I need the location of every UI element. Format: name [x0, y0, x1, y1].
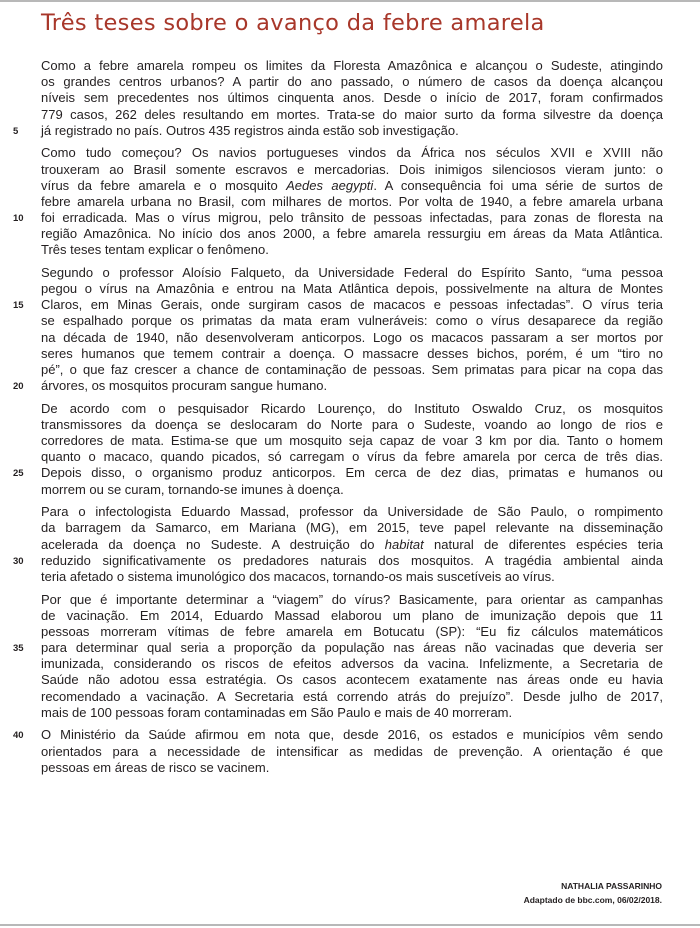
text-line: Como tudo começou? Os navios portugueses vindos da África nos séculos XVII e XVIII não	[41, 145, 663, 161]
text-line: morrem ou se curam, tornando-se imunes à doença.	[41, 481, 344, 497]
text-line: Depois disso, o organismo produz anticorpos. Em cerca de dez dias, primatas e humanos ou	[41, 465, 663, 481]
text-line: seres humanos que temem contrair a doença. O massacre desses bichos, porém, é um “tiro no	[41, 345, 663, 361]
line-number: 40	[13, 730, 24, 742]
text-line: região Amazônica. No início dos anos 2000, a febre amarela ressurgiu em áreas da Mata Atlântica.	[41, 226, 663, 242]
text-line: na década de 1940, não desenvolveram anticorpos. Logo os macacos passaram a ser mortos por	[41, 329, 663, 345]
text-line: teria afetado o sistema imunológico dos macacos, tornando-os mais suscetíveis ao vírus.	[41, 568, 555, 584]
text-line: vírus da febre amarela e o mosquito Aedes aegypti. A consequência foi uma série de surtos de	[41, 177, 663, 193]
line-number: 35	[13, 643, 24, 655]
top-rule	[0, 0, 700, 2]
text-line: os grandes centros urbanos? A partir do ano passado, o número de casos da doença alcançou	[41, 74, 663, 90]
line-number: 20	[13, 381, 24, 392]
text-line: pegou o vírus na Amazônia e entrou na Mata Atlântica depois, possivelmente na altura de Montes	[41, 281, 663, 297]
text-line: de vacinação. Em 2014, Eduardo Massad elaborou um plano de imunização depois que 11	[41, 607, 663, 623]
text-line: reduzido significativamente os predadores naturais dos mosquitos. A tragédia ambiental ainda	[41, 552, 663, 568]
line-number: 30	[13, 555, 24, 567]
line-number: 10	[13, 213, 24, 224]
text-line: Saúde não adotou essa estratégia. Os casos acontecem exatamente nas áreas onde eu havia	[41, 672, 663, 688]
text-line: De acordo com o pesquisador Ricardo Lourenço, do Instituto Oswaldo Cruz, os mosquitos	[41, 400, 663, 416]
text-line: se espalhado porque os primatas da mata eram vulneráveis: como o vírus desaparece da região	[41, 313, 663, 329]
bottom-rule	[0, 924, 700, 926]
text-line: transmissores da doença se deslocaram do Norte para o Sudeste, voando ao longo de rios e	[41, 416, 663, 432]
line-number: 5	[13, 125, 19, 137]
line-number: 15	[13, 300, 24, 312]
text-line: orientados para a necessidade de intensificar as medidas de prevenção. A orientação é que	[41, 743, 663, 759]
text-line: corredores de mata. Estima-se que um mosquito seja capaz de voar 3 km por dia. Tanto o homem	[41, 433, 663, 449]
text-line: acelerada da doença no Sudeste. A destruição do habitat natural de diferentes espécies teria	[41, 536, 663, 552]
text-line: já registrado no país. Outros 435 registros ainda estão sob investigação.	[41, 122, 459, 138]
author-credit: NATHALIA PASSARINHO	[561, 881, 662, 891]
text-line: Claros, em Minas Gerais, onde surgiram casos de macacos e pessoas infectadas”. O vírus teria	[41, 297, 663, 313]
text-line: imunizada, considerando os riscos de efeitos adversos da vacina. Infelizmente, a Secretaria de	[41, 656, 663, 672]
article-title: Três teses sobre o avanço da febre amarela	[41, 10, 545, 36]
text-line: pé”, o que faz crescer a chance de contaminação de pessoas. Sem primatas para picar na copa das	[41, 361, 663, 377]
text-line: Por que é importante determinar a “viagem” do vírus? Basicamente, para orientar as campanhas	[41, 591, 663, 607]
source-credit: Adaptado de bbc.com, 06/02/2018.	[523, 895, 662, 905]
text-line: mais de 100 pessoas foram contaminadas em São Paulo e mais de 40 morreram.	[41, 704, 513, 720]
line-number: 25	[13, 468, 24, 480]
text-line: árvores, os mosquitos procuram sangue humano.	[41, 378, 328, 393]
text-line: Como a febre amarela rompeu os limites da Floresta Amazônica e alcançou o Sudeste, atingindo	[41, 58, 663, 73]
text-line: da barragem da Samarco, em Mariana (MG), em 2015, teve papel relevante na disseminação	[41, 520, 663, 536]
text-line: recomendado a vacinação. A Secretaria está correndo atrás do prejuízo”. Desde julho de 2017,	[41, 688, 663, 704]
text-line: trouxeram ao Brasil somente escravos e mercadorias. Dois inimigos silenciosos vieram junto: o	[41, 161, 663, 177]
text-line: níveis sem precedentes nos últimos cinquenta anos. Desde o início de 2017, foram confirmados	[41, 90, 663, 106]
text-line: Três teses tentam explicar o fenômeno.	[41, 242, 269, 258]
text-line: pessoas morreram vítimas de febre amarela em Botucatu (SP): “Eu fiz cálculos matemáticos	[41, 623, 663, 639]
text-line: Para o infectologista Eduardo Massad, professor da Universidade de São Paulo, o rompimento	[41, 504, 663, 520]
text-line: Segundo o professor Aloísio Falqueto, da Universidade Federal do Espírito Santo, “uma pessoa	[41, 265, 663, 280]
text-line: O Ministério da Saúde afirmou em nota que, desde 2016, os estados e municípios vêm sendo	[41, 727, 663, 743]
text-line: febre amarela urbana no Brasil, com milhares de mortos. Por volta de 1940, a febre amarela urbana	[41, 193, 663, 209]
text-line: 779 casos, 262 deles resultando em mortes. Trata-se do maior surto da forma silvestre da doença	[41, 106, 663, 122]
text-line: quanto o macaco, quando picados, só carregam o vírus da febre amarela por cerca de três dias.	[41, 449, 663, 465]
text-line: foi erradicada. Mas o vírus migrou, pelo trânsito de pessoas infectadas, para zonas de floresta na	[41, 210, 663, 225]
text-line: para determinar qual seria a proporção da população nas áreas não vacinadas que deveria ser	[41, 640, 663, 656]
text-line: pessoas em áreas de risco se vacinem.	[41, 759, 270, 775]
